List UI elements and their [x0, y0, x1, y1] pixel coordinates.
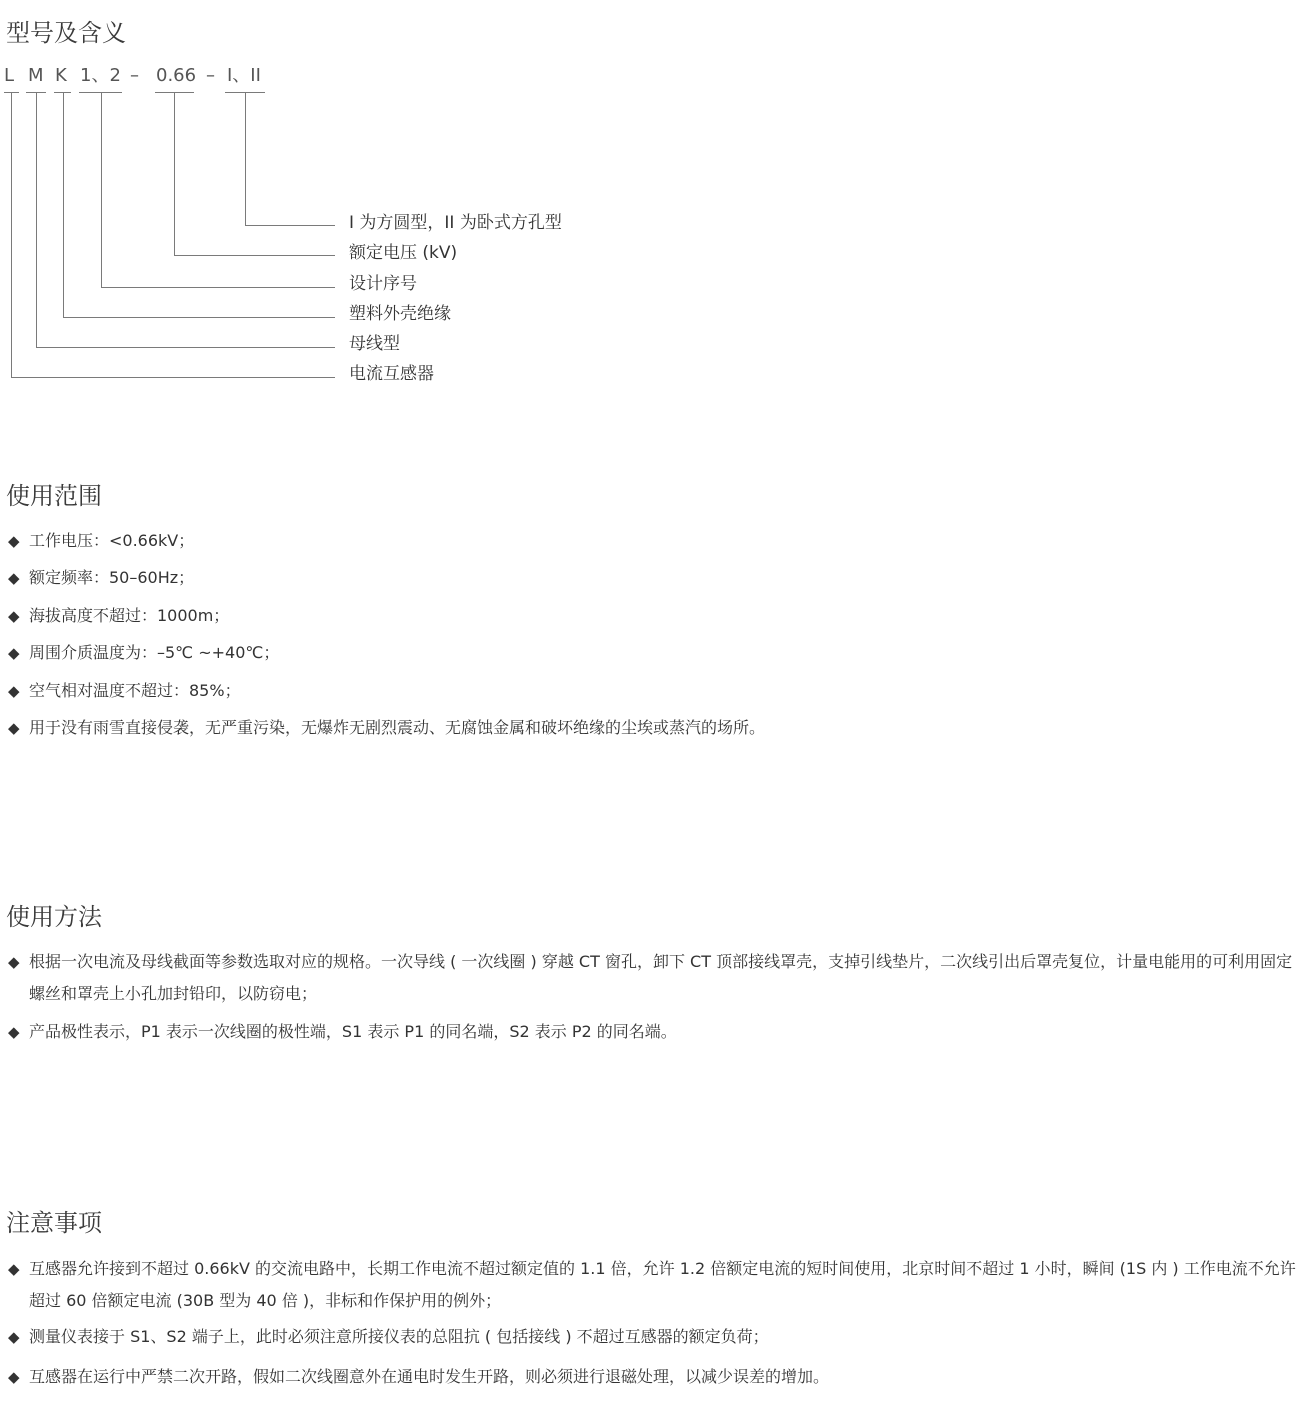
code-letter-k: K	[55, 65, 67, 86]
code-voltage: 0.66	[156, 65, 197, 86]
code-letter-l: L	[4, 65, 15, 86]
code-type: I、II	[227, 65, 261, 86]
model-heading: 型号及含义	[6, 19, 126, 47]
list-item	[8, 1253, 1303, 1317]
list-item	[8, 600, 1303, 632]
connector-m-v	[36, 92, 37, 347]
code-letter-m: M	[28, 65, 44, 86]
meaning-insulation: 塑料外壳绝缘	[349, 304, 451, 324]
connector-k-v	[63, 92, 64, 317]
list-item	[8, 946, 1303, 1010]
code-design-number: 1、2	[80, 65, 121, 86]
connector-l-h	[11, 377, 335, 378]
bullet-icon: ◆	[8, 1328, 20, 1346]
connector-voltage-v	[174, 92, 175, 255]
notes-item-meter: 测量仪表接于 S1、S2 端子上，此时必须注意所接仪表的总阻抗 ( 包括接线 ) 不超过互感器的额定负荷；	[29, 1327, 769, 1346]
bullet-icon: ◆	[8, 532, 20, 550]
connector-k-h	[63, 317, 335, 318]
meaning-voltage: 额定电压 (kV)	[349, 243, 458, 263]
scope-item-frequency: 额定频率：50–60Hz；	[29, 568, 195, 587]
connector-type-v	[245, 92, 246, 225]
list-item	[8, 675, 1303, 707]
meaning-busbar: 母线型	[349, 334, 400, 354]
bullet-icon: ◆	[8, 1023, 20, 1041]
list-item	[8, 1321, 1303, 1353]
usage-item-polarity: 产品极性表示，P1 表示一次线圈的极性端，S1 表示 P1 的同名端，S2 表示 P2 的同名端。	[29, 1022, 677, 1041]
scope-item-voltage: 工作电压：<0.66kV；	[29, 531, 195, 550]
connector-type-h	[245, 225, 335, 226]
usage-item-selection: 根据一次电流及母线截面等参数选取对应的规格。一次导线 ( 一次线圈 ) 穿越 CT 窗孔，卸下 CT 顶部接线罩壳，支掉引线垫片，二次线引出后罩壳复位，计量电能用的可利用固定螺丝和罩壳上小孔加封铅印，以防窃电；	[29, 952, 1293, 1003]
bullet-icon: ◆	[8, 682, 20, 700]
scope-item-temperature: 周围介质温度为：–5℃ ~+40℃；	[29, 643, 280, 662]
bullet-icon: ◆	[8, 644, 20, 662]
bullet-icon: ◆	[8, 607, 20, 625]
scope-item-altitude: 海拔高度不超过：1000m；	[29, 606, 230, 625]
connector-design-v	[101, 92, 102, 287]
code-dash-2: –	[206, 65, 215, 86]
list-item	[8, 712, 1303, 744]
list-item	[8, 1361, 1303, 1393]
meaning-design: 设计序号	[349, 274, 417, 294]
meaning-ct: 电流互感器	[349, 364, 434, 384]
notes-item-rating: 互感器允许接到不超过 0.66kV 的交流电路中，长期工作电流不超过额定值的 1.1 倍，允许 1.2 倍额定电流的短时间使用，北京时间不超过 1 小时，瞬间 (1S 内 ) 工作电流不允许超过 60 倍额定电流 (30B 型为 40 倍 )，非标和作保护用的例外；	[29, 1259, 1296, 1310]
notes-heading: 注意事项	[6, 1209, 102, 1237]
scope-item-humidity: 空气相对温度不超过：85%；	[29, 681, 241, 700]
bullet-icon: ◆	[8, 953, 20, 971]
usage-heading: 使用方法	[6, 903, 102, 931]
notes-item-open-circuit: 互感器在运行中严禁二次开路，假如二次线圈意外在通电时发生开路，则必须进行退磁处理，以减少误差的增加。	[29, 1367, 830, 1386]
bullet-icon: ◆	[8, 719, 20, 737]
meaning-type: I 为方圆型，II 为卧式方孔型	[349, 213, 562, 233]
connector-l-v	[11, 92, 12, 377]
list-item	[8, 562, 1303, 594]
connector-m-h	[36, 347, 335, 348]
bullet-icon: ◆	[8, 1260, 20, 1278]
code-dash-1: –	[130, 65, 139, 86]
list-item	[8, 637, 1303, 669]
bullet-icon: ◆	[8, 1368, 20, 1386]
bullet-icon: ◆	[8, 569, 20, 587]
scope-item-environment: 用于没有雨雪直接侵袭，无严重污染，无爆炸无剧烈震动、无腐蚀金属和破坏绝缘的尘埃或蒸汽的场所。	[29, 718, 766, 737]
connector-voltage-h	[174, 255, 335, 256]
scope-heading: 使用范围	[6, 482, 102, 510]
list-item	[8, 1016, 1303, 1048]
connector-design-h	[101, 287, 335, 288]
list-item	[8, 525, 1303, 557]
